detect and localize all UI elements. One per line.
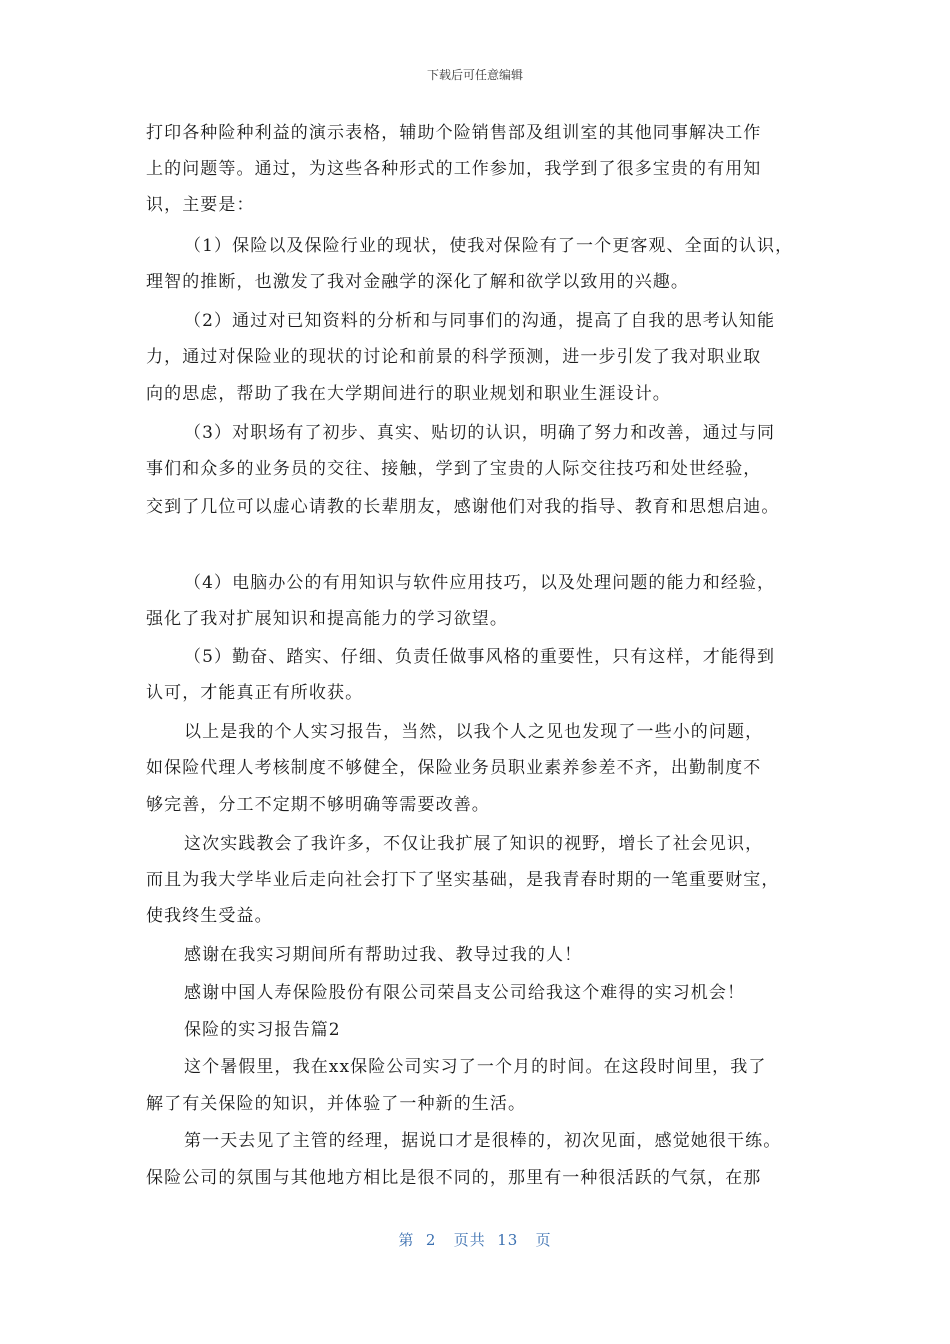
text-line: 保险公司的氛围与其他地方相比是很不同的，那里有一种很活跃的气氛，在那 <box>146 1168 762 1188</box>
text-line: 力，通过对保险业的现状的讨论和前景的科学预测，进一步引发了我对职业取 <box>146 347 762 367</box>
text-line: 向的思虑，帮助了我在大学期间进行的职业规划和职业生涯设计。 <box>146 384 671 404</box>
text-line: 理智的推断，也激发了我对金融学的深化了解和欲学以致用的兴趣。 <box>146 272 689 292</box>
text-line: （3）对职场有了初步、真实、贴切的认识，明确了努力和改善，通过与同 <box>184 423 776 443</box>
text-line: 解了有关保险的知识，并体验了一种新的生活。 <box>146 1094 527 1114</box>
text-line: 交到了几位可以虚心请教的长辈朋友，感谢他们对我的指导、教育和思想启迪。 <box>146 497 780 517</box>
section-heading: 保险的实习报告篇2 <box>184 1020 341 1040</box>
text-line: （1）保险以及保险行业的现状，使我对保险有了一个更客观、全面的认识， <box>184 236 794 256</box>
text-line: 这个暑假里，我在xx保险公司实习了一个月的时间。在这段时间里，我了 <box>184 1057 767 1077</box>
text-line: （2）通过对已知资料的分析和与同事们的沟通，提高了自我的思考认知能 <box>184 311 776 331</box>
text-line: 打印各种险种利益的演示表格，辅助个险销售部及组训室的其他同事解决工作 <box>146 123 762 143</box>
text-line: 强化了我对扩展知识和提高能力的学习欲望。 <box>146 609 508 629</box>
text-line: 事们和众多的业务员的交往、接触，学到了宝贵的人际交往技巧和处世经验， <box>146 459 762 479</box>
text-line: 使我终生受益。 <box>146 906 273 926</box>
text-line: 认可，才能真正有所收获。 <box>146 683 364 703</box>
text-line: （5）勤奋、踏实、仔细、负责任做事风格的重要性，只有这样，才能得到 <box>184 647 776 667</box>
text-line: 第一天去见了主管的经理，据说口才是很棒的，初次见面，感觉她很干练。 <box>184 1131 782 1151</box>
text-line: 这次实践教会了我许多，不仅让我扩展了知识的视野，增长了社会见识， <box>184 834 764 854</box>
text-line: 以上是我的个人实习报告，当然，以我个人之见也发现了一些小的问题， <box>184 722 764 742</box>
text-line: 够完善，分工不定期不够明确等需要改善。 <box>146 795 490 815</box>
text-line: 感谢中国人寿保险股份有限公司荣昌支公司给我这个难得的实习机会！ <box>184 983 746 1003</box>
text-line: 感谢在我实习期间所有帮助过我、教导过我的人！ <box>184 945 583 965</box>
page-number-footer: 第 2 页共 13 页 <box>398 1231 552 1249</box>
text-line: 如保险代理人考核制度不够健全，保险业务员职业素养参差不齐，出勤制度不 <box>146 758 762 778</box>
text-line: 识，主要是： <box>146 195 255 215</box>
text-line: 而且为我大学毕业后走向社会打下了坚实基础，是我青春时期的一笔重要财宝， <box>146 870 780 890</box>
text-line: 上的问题等。通过，为这些各种形式的工作参加，我学到了很多宝贵的有用知 <box>146 159 762 179</box>
header-note: 下载后可任意编辑 <box>426 68 523 82</box>
text-line: （4）电脑办公的有用知识与软件应用技巧，以及处理问题的能力和经验， <box>184 573 776 593</box>
